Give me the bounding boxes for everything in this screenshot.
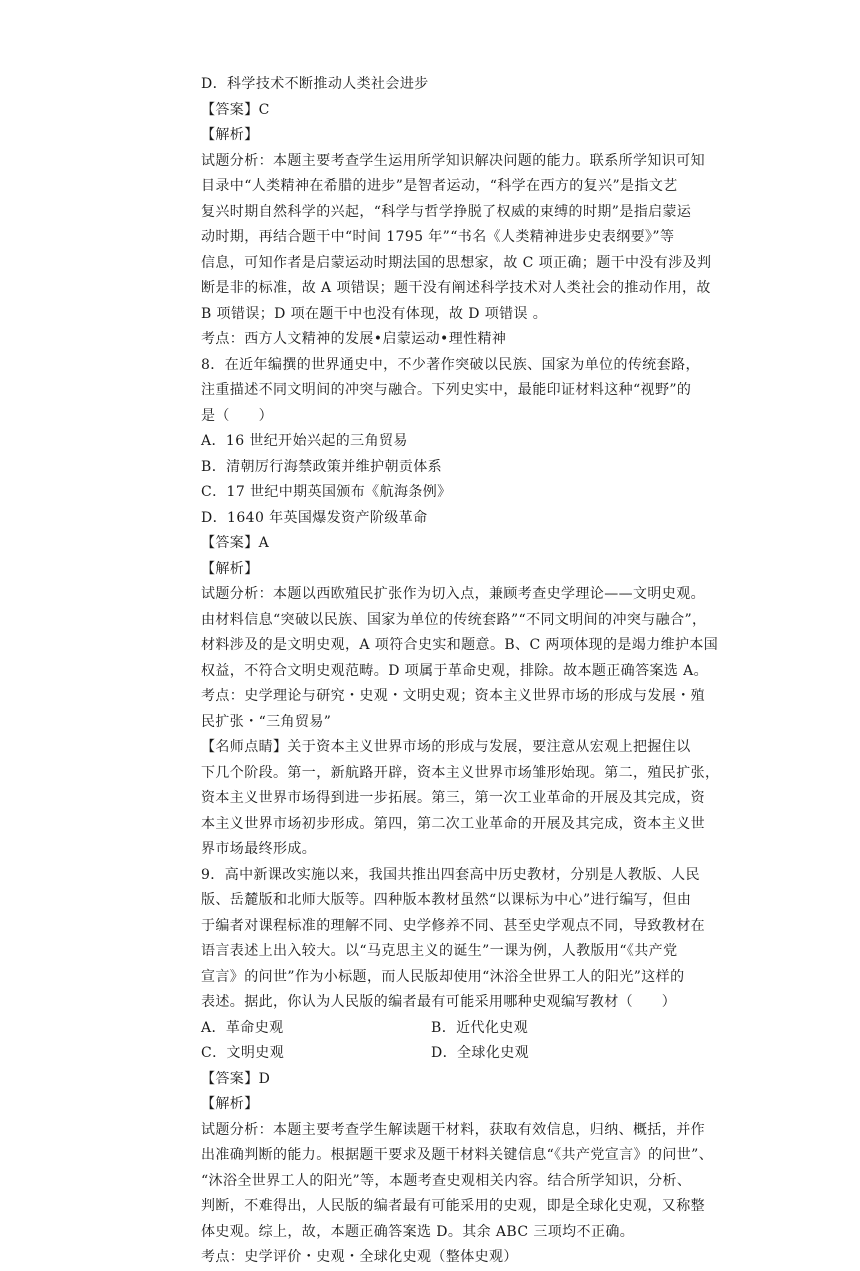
text-line: 复兴时期自然科学的兴起，“科学与哲学挣脱了权威的束缚的时期”是指启蒙运 [201,203,692,220]
text-line: 考点：史学评价・史观・全球化史观（整体史观） [201,1249,518,1265]
text-line: 【解析】 [201,1096,259,1112]
text-line: 考点：史学理论与研究・史观・文明史观；资本主义世界市场的形成与发展・殖 [201,688,705,704]
text-line: B 项错误；D 项在题干中也没有体现，故 D 项错误 。 [201,305,548,322]
text-line: “沐浴全世界工人的阳光”等，本题考查史观相关内容。结合所学知识，分析、 [201,1172,692,1189]
text-line: 宣言》的问世”作为小标题，而人民版却使用“沐浴全世界工人的阳光”这样的 [201,968,685,985]
text-line: 动时期，再结合题干中“时间 1795 年”“书名《人类精神进步史表纲要》”等 [201,229,675,245]
text-line: 权益，不符合文明史观范畴。D 项属于革命史观，排除。故本题正确答案选 A。 [201,662,709,679]
option-row [201,1016,661,1042]
text-line: 材料涉及的是文明史观，A 项符合史实和题意。B、C 两项体现的是竭力维护本国 [201,637,719,653]
text-line: 本主义世界市场初步形成。第四，第二次工业革命的开展及其完成，资本主义世 [201,815,705,832]
answer-option: C．文明史观 [201,1045,285,1061]
text-line: 于编者对课程标准的理解不同、史学修养不同、甚至史学观点不同，导致教材在 [201,917,705,934]
text-line: 信息，可知作者是启蒙运动时期法国的思想家，故 C 项正确；题干中没有涉及判 [201,254,712,271]
text-line: 考点：西方人文精神的发展•启蒙运动•理性精神 [201,331,507,347]
answer-option: A．革命史观 [201,1019,284,1036]
text-line: C．17 世纪中期英国颁布《航海条例》 [201,484,452,500]
question-9-options [201,1016,661,1067]
text-line: 试题分析：本题主要考查学生解读题干材料，获取有效信息，归纳、概括，并作 [201,1121,705,1138]
text-line: 【答案】C [201,101,270,118]
document-body [201,72,720,1271]
text-line: 8．在近年编撰的世界通史中，不少著作突破以民族、国家为单位的传统套路， [201,356,700,373]
text-line: D．科学技术不断推动人类社会进步 [201,76,429,92]
text-line: 出准确判断的能力。根据题干要求及题干材料关键信息“《共产党宣言》的问世”、 [201,1147,714,1163]
text-line: 注重描述不同文明间的冲突与融合。下列史实中，最能印证材料这种“视野”的 [201,382,692,398]
text-line: 断是非的标准，故 A 项错误；题干没有阐述科学技术对人类社会的推动作用，故 [201,280,711,296]
answer-option: B．近代化史观 [431,1019,529,1036]
text-line: 资本主义世界市场得到进一步拓展。第三，第一次工业革命的开展及其完成，资 [201,790,705,806]
text-line: 判断，不难得出，人民版的编者最有可能采用的史观，即是全球化史观，又称整 [201,1198,705,1214]
text-line: 下几个阶段。第一，新航路开辟，资本主义世界市场雏形始现。第二，殖民扩张， [201,764,720,781]
text-line: B．清朝厉行海禁政策并维护朝贡体系 [201,458,443,475]
text-line: 由材料信息“突破以民族、国家为单位的传统套路”“不同文明间的冲突与融合”， [201,611,707,628]
text-line: 试题分析：本题主要考查学生运用所学知识解决问题的能力。联系所学知识可知 [201,152,705,169]
text-line: 【解析】 [201,127,259,143]
text-line: A．16 世纪开始兴起的三角贸易 [201,433,408,449]
text-line: 【答案】A [201,535,270,551]
text-line: 【名师点睛】关于资本主义世界市场的形成与发展，要注意从宏观上把握住以 [201,739,691,755]
text-line: 目录中“人类精神在希腊的进步”是智者运动，“科学在西方的复兴”是指文艺 [201,178,678,194]
text-line: 民扩张・“三角贸易” [201,713,332,730]
text-line: D．1640 年英国爆发资产阶级革命 [201,509,428,526]
text-line: 【答案】D [201,1070,271,1087]
answer-option: D．全球化史观 [431,1045,530,1061]
text-line: 体史观。综上，故，本题正确答案选 D。其余 ABC 三项均不正确。 [201,1223,635,1240]
text-block [201,72,720,1016]
question-9-answer-block [201,1067,714,1271]
text-line: 表述。据此，你认为人民版的编者最有可能采用哪种史观编写教材（ ） [201,994,677,1010]
text-line: 9．高中新课改实施以来，我国共推出四套高中历史教材，分别是人教版、人民 [201,866,700,883]
text-line: 试题分析：本题以西欧殖民扩张作为切入点，兼顾考查史学理论——文明史观。 [201,586,705,602]
option-row [201,1041,661,1067]
text-line: 【解析】 [201,560,259,577]
text-line: 语言表述上出入较大。以“马克思主义的诞生”一课为例，人教版用“《共产党 [201,943,678,959]
text-line: 界市场最终形成。 [201,841,317,857]
text-line: 是（ ） [201,407,273,424]
text-line: 版、岳麓版和北师大版等。四种版本教材虽然“以课标为中心”进行编写，但由 [201,892,692,908]
